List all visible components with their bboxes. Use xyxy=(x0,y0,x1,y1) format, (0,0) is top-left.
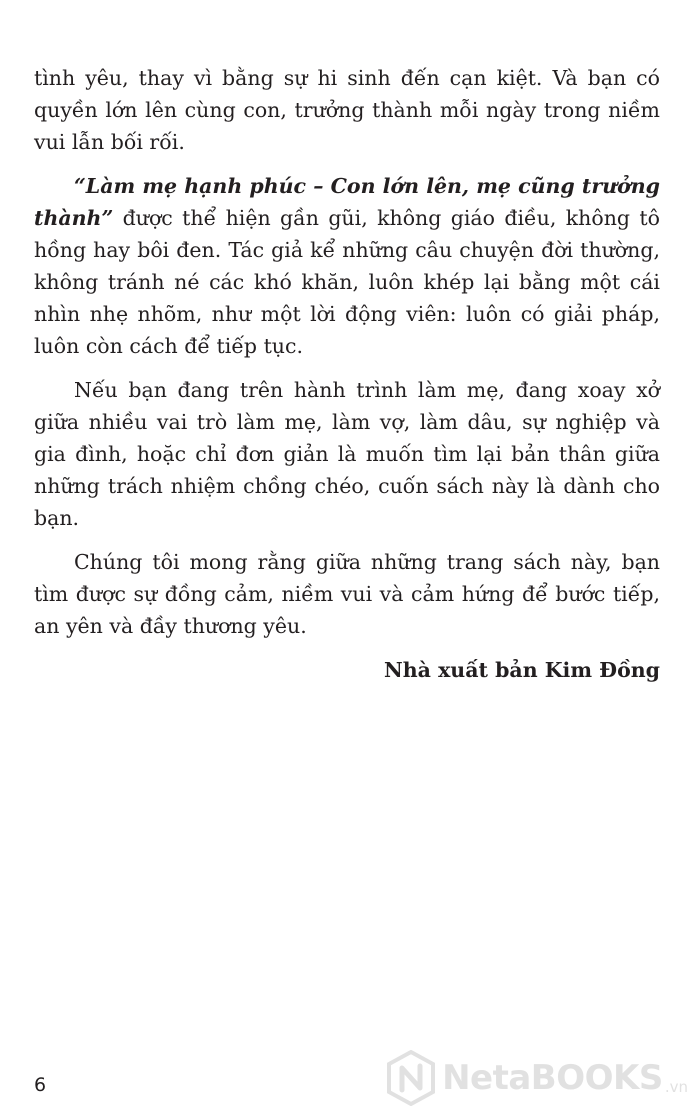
paragraph-2-text: được thể hiện gần gũi, không giáo điều, không tô hồng hay bôi đen. Tác giả kể những câu chuyện đời thường, không tránh né các khó khăn, luôn khép lại bằng một cái nhìn nhẹ nhõm, như một lời động viên: luôn có giải pháp, luôn còn cách để tiếp tục. xyxy=(34,206,660,358)
book-title-quote: “Làm mẹ hạnh phúc – Con lớn lên, mẹ cũng trưởng thành” xyxy=(34,174,660,230)
watermark-text: NetaBOOKS xyxy=(442,1058,663,1098)
paragraph-1-text: tình yêu, thay vì bằng sự hi sinh đến cạn kiệt. Và bạn có quyền lớn lên cùng con, trưởng thành mỗi ngày trong niềm vui lẫn bối rối. xyxy=(34,66,660,154)
paragraph-4 xyxy=(34,546,660,642)
watermark xyxy=(386,1048,688,1108)
netabooks-logo-icon xyxy=(386,1050,436,1106)
watermark-suffix: .vn xyxy=(664,1078,688,1096)
page-number: 6 xyxy=(34,1074,47,1096)
publisher-signature: Nhà xuất bản Kim Đồng xyxy=(384,658,660,682)
paragraph-3-text: Nếu bạn đang trên hành trình làm mẹ, đang xoay xở giữa nhiều vai trò làm mẹ, làm vợ, làm dâu, sự nghiệp và gia đình, hoặc chỉ đơn giản là muốn tìm lại bản thân giữa những trách nhiệm chồng chéo, cuốn sách này là dành cho bạn. xyxy=(34,378,660,530)
paragraph-3 xyxy=(34,374,660,534)
paragraph-1 xyxy=(34,62,660,158)
paragraph-2 xyxy=(34,170,660,362)
paragraph-4-text: Chúng tôi mong rằng giữa những trang sách này, bạn tìm được sự đồng cảm, niềm vui và cảm hứng để bước tiếp, an yên và đầy thương yêu. xyxy=(34,550,660,638)
page-body xyxy=(34,62,660,686)
